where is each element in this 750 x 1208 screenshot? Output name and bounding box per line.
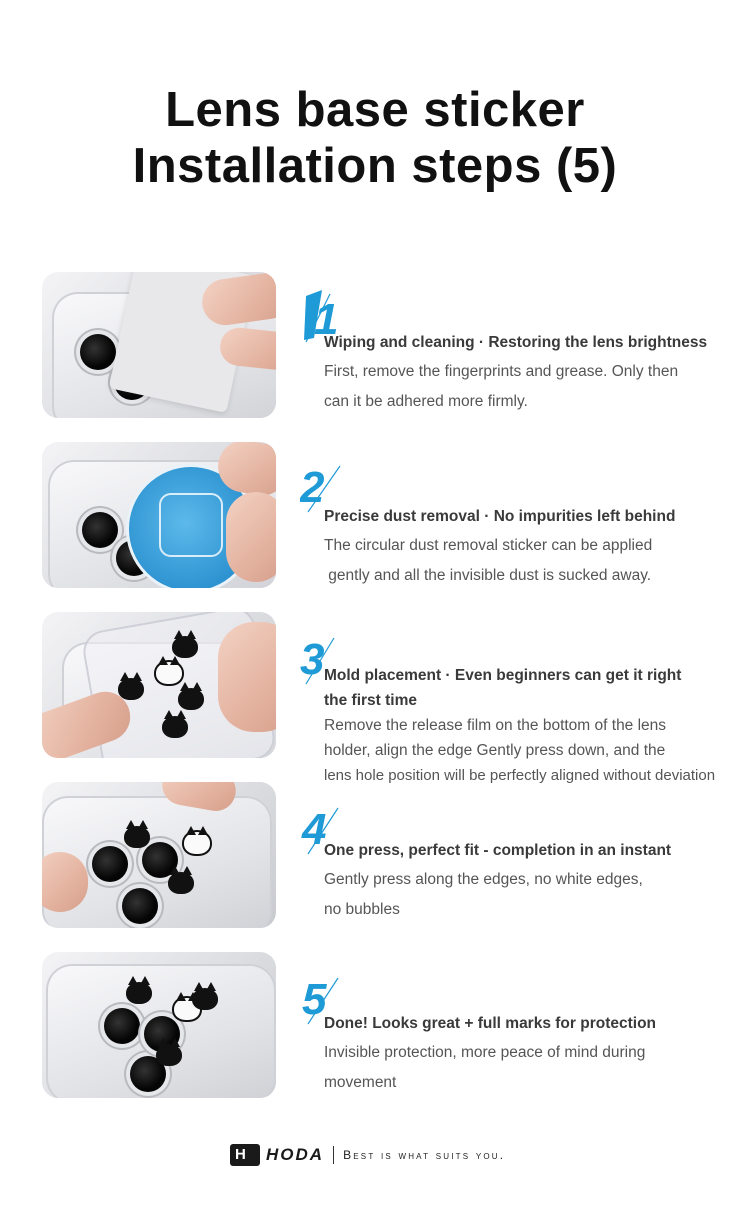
step-3-title-line-2: the first time [324, 692, 418, 709]
step-2-desc-line-1: The circular dust removal sticker can be applied [324, 537, 653, 554]
step-1 [0, 272, 750, 422]
step-4-desc-line-2: no bubbles [324, 901, 400, 918]
page-title [0, 82, 750, 194]
step-5-desc-line-2: movement [324, 1074, 397, 1091]
sticker-placement-photo [42, 612, 276, 758]
finished-phone-photo [42, 952, 276, 1098]
step-number-4: 4 [302, 805, 327, 854]
step-number-1: 1 [314, 295, 339, 344]
step-3-title-line-1: Mold placement · Even beginners can get it right [324, 667, 682, 684]
step-4 [0, 782, 750, 932]
step-3 [0, 612, 750, 792]
step-number-2: 2 [300, 463, 325, 512]
footer-divider [333, 1146, 334, 1164]
page-title-line-1: Lens base sticker [165, 83, 585, 137]
step-3-desc-line-2: holder, align the edge Gently press down, and the [324, 742, 666, 759]
step-2-title: Precise dust removal · No impurities left behind [324, 508, 676, 525]
hoda-logo-icon: H [230, 1144, 260, 1166]
step-2 [0, 442, 750, 592]
step-5 [0, 952, 750, 1102]
pressing-sticker-photo [42, 782, 276, 928]
dust-removal-sticker-photo [42, 442, 276, 588]
step-1-desc-line-2: can it be adhered more firmly. [324, 393, 528, 410]
step-5-title: Done! Looks great + full marks for protection [324, 1015, 657, 1032]
brand-slogan: Best is what suits you. [343, 1148, 506, 1162]
page-title-line-2: Installation steps (5) [132, 139, 618, 193]
step-1-desc-line-1: First, remove the fingerprints and grease. Only then [324, 363, 679, 380]
step-4-title: One press, perfect fit - completion in an instant [324, 842, 672, 859]
wiping-cloth-photo [42, 272, 276, 418]
step-number-5: 5 [302, 975, 327, 1024]
step-4-desc-line-1: Gently press along the edges, no white edges, [324, 871, 643, 888]
step-3-desc-line-1: Remove the release film on the bottom of the lens [324, 717, 667, 734]
brand-name: HODA [266, 1145, 325, 1164]
step-number-3: 3 [300, 635, 325, 684]
step-3-desc-line-3: lens hole position will be perfectly aligned without deviation [324, 767, 716, 784]
step-2-desc-line-2: gently and all the invisible dust is sucked away. [324, 567, 652, 584]
brand-footer [230, 1143, 505, 1167]
step-5-desc-line-1: Invisible protection, more peace of mind during [324, 1044, 646, 1061]
step-1-title: Wiping and cleaning · Restoring the lens brightness [324, 334, 708, 351]
